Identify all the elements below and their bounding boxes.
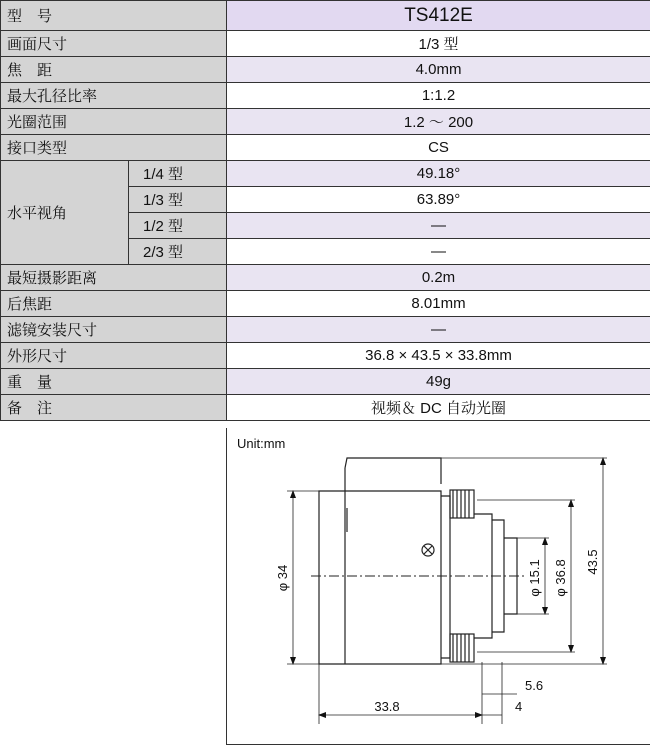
- row-filter-size: [1, 317, 650, 343]
- label-filter-size: 滤镜安装尺寸: [1, 317, 227, 343]
- lens-drawing: [227, 428, 650, 745]
- label-image-size: 画面尺寸: [1, 31, 227, 57]
- value-fov-1-3: 63.89°: [227, 187, 650, 213]
- label-fov-1-3: 1/3 型: [129, 187, 227, 213]
- row-focal-length: [1, 57, 650, 83]
- lens-collar: [441, 496, 450, 658]
- row-remarks: [1, 395, 650, 421]
- label-max-aperture: 最大孔径比率: [1, 83, 227, 109]
- label-back-focus: 后焦距: [1, 291, 227, 317]
- label-focal-length: 焦 距: [1, 57, 227, 83]
- lens-top-housing: [345, 458, 441, 484]
- label-fov-1-2: 1/2 型: [129, 213, 227, 239]
- value-back-focus: 8.01mm: [227, 291, 650, 317]
- label-model: 型 号: [1, 1, 227, 31]
- value-fov-2-3: —: [227, 239, 650, 265]
- dim-4: 4: [515, 699, 522, 714]
- value-weight: 49g: [227, 369, 650, 395]
- label-weight: 重 量: [1, 369, 227, 395]
- dimension-drawing: [226, 428, 650, 745]
- label-remarks: 备 注: [1, 395, 227, 421]
- value-fov-1-2: —: [227, 213, 650, 239]
- value-min-distance: 0.2m: [227, 265, 650, 291]
- dim-56: 5.6: [525, 678, 543, 693]
- value-model: TS412E: [227, 1, 650, 31]
- row-mount-type: [1, 135, 650, 161]
- row-fov-1-4: [1, 161, 650, 187]
- label-dimensions: 外形尺寸: [1, 343, 227, 369]
- label-min-distance: 最短摄影距离: [1, 265, 227, 291]
- dim-phi34: φ 34: [275, 565, 290, 592]
- row-min-distance: [1, 265, 650, 291]
- label-iris-range: 光圈范围: [1, 109, 227, 135]
- value-fov-1-4: 49.18°: [227, 161, 650, 187]
- dim-phi151: φ 15.1: [527, 559, 542, 596]
- value-iris-range: 1.2 ～ 200: [227, 109, 650, 135]
- label-mount-type: 接口类型: [1, 135, 227, 161]
- value-image-size: 1/3 型: [227, 31, 650, 57]
- value-remarks: 视频＆ DC 自动光圈: [227, 395, 650, 421]
- row-weight: [1, 369, 650, 395]
- row-back-focus: [1, 291, 650, 317]
- row-iris-range: [1, 109, 650, 135]
- unit-label: Unit:mm: [237, 436, 285, 451]
- label-fov-2-3: 2/3 型: [129, 239, 227, 265]
- dim-phi368: φ 36.8: [553, 559, 568, 596]
- value-filter-size: —: [227, 317, 650, 343]
- row-max-aperture: [1, 83, 650, 109]
- value-max-aperture: 1:1.2: [227, 83, 650, 109]
- dim-435: 43.5: [585, 549, 600, 574]
- value-focal-length: 4.0mm: [227, 57, 650, 83]
- label-fov-1-4: 1/4 型: [129, 161, 227, 187]
- label-horizontal-fov: 水平视角: [1, 161, 129, 265]
- dim-338: 33.8: [374, 699, 399, 714]
- value-mount-type: CS: [227, 135, 650, 161]
- value-dimensions: 36.8 × 43.5 × 33.8mm: [227, 343, 650, 369]
- row-model: [1, 1, 650, 31]
- lens-body: [319, 491, 441, 664]
- row-dimensions: [1, 343, 650, 369]
- row-image-size: [1, 31, 650, 57]
